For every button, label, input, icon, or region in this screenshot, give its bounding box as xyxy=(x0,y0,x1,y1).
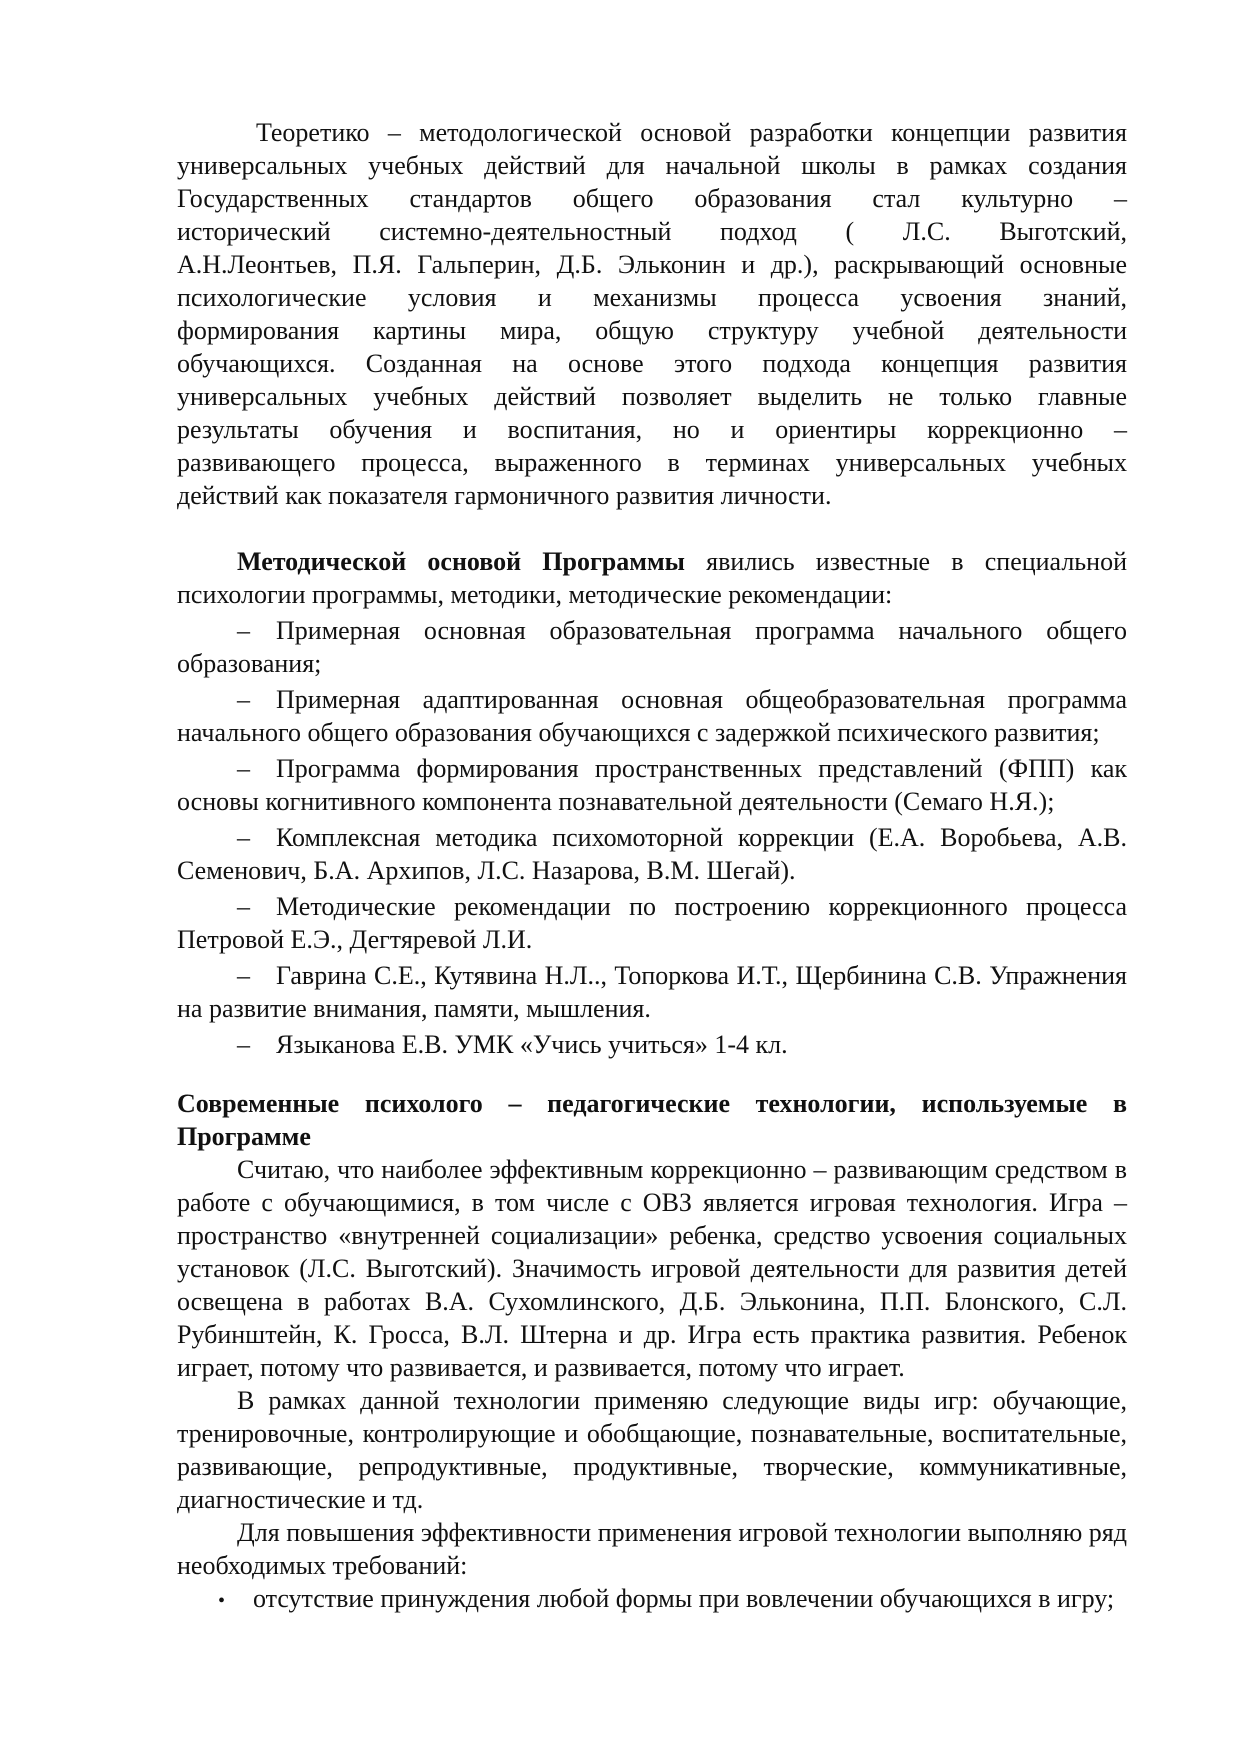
text-line: психологические условия и механизмы процесса усвоения знаний, xyxy=(177,283,1127,312)
text-line: В рамках данной технологии применяю следующие виды игр: обучающие, xyxy=(237,1386,1127,1415)
item-text: Примерная основная образовательная программа начального общего xyxy=(276,616,1127,645)
text-line xyxy=(177,545,1127,578)
item-text: Комплексная методика психомоторной коррекции (Е.А. Воробьева, А.В. xyxy=(276,823,1127,852)
item-text: начального общего образования обучающихся с задержкой психического развития; xyxy=(177,718,1100,747)
dash-marker: – xyxy=(237,823,250,852)
text-line: Рубинштейн, К. Гросса, В.Л. Штерна и др. Игра есть практика развития. Ребенок xyxy=(177,1320,1127,1349)
item-text: основы когнитивного компонента познавательной деятельности (Семаго Н.Я.); xyxy=(177,787,1055,816)
item-text: на развитие внимания, памяти, мышления. xyxy=(177,994,651,1023)
text-line: универсальных учебных действий позволяет выделить не только главные xyxy=(177,382,1127,411)
text-line: результаты обучения и воспитания, но и ориентиры коррекционно – xyxy=(177,415,1127,444)
dash-marker: – xyxy=(237,961,250,990)
text-line: А.Н.Леонтьев, П.Я. Гальперин, Д.Б. Эльконин и др.), раскрывающий основные xyxy=(177,250,1127,279)
text-line: развивающего процесса, выраженного в терминах универсальных учебных xyxy=(177,448,1127,477)
paragraph xyxy=(177,1384,1127,1516)
dash-marker: – xyxy=(237,754,250,783)
text-line: диагностические и тд. xyxy=(177,1485,424,1514)
dash-marker: – xyxy=(237,892,250,921)
text-line: установок (Л.С. Выготский). Значимость игровой деятельности для развития детей xyxy=(177,1254,1127,1283)
list-item xyxy=(177,1028,1127,1061)
item-text: Гаврина С.Е., Кутявина Н.Л.., Топоркова И.Т., Щербинина С.В. Упражнения xyxy=(276,961,1127,990)
text-line: обучающихся. Созданная на основе этого подхода концепция развития xyxy=(177,349,1127,378)
item-text: Программа формирования пространственных представлений (ФПП) как xyxy=(276,754,1127,783)
section-heading: Программе xyxy=(177,1122,311,1151)
text-line: развивающие, репродуктивные, продуктивные, творческие, коммуникативные, xyxy=(177,1452,1127,1481)
item-text: образования; xyxy=(177,649,322,678)
text-line: психологии программы, методики, методические рекомендации: xyxy=(177,580,893,609)
item-text: Семенович, Б.А. Архипов, Л.С. Назарова, В.М. Шегай). xyxy=(177,856,796,885)
section-heading: Современные психолого – педагогические технологии, используемые в xyxy=(177,1089,1127,1118)
dash-marker: – xyxy=(237,1030,250,1059)
text-line: работе с обучающимися, в том числе с ОВЗ является игровая технология. Игра – xyxy=(177,1188,1127,1217)
bullet-icon: • xyxy=(218,1590,226,1612)
lead-rest: явились известные в специальной xyxy=(684,547,1127,576)
text-line: тренировочные, контролирующие и обобщающие, познавательные, воспитательные, xyxy=(177,1419,1127,1448)
paragraph-theoretical-basis xyxy=(177,116,1127,512)
section-technologies xyxy=(177,1087,1127,1615)
text-line: Теоретико – методологической основой разработки концепции развития xyxy=(256,118,1127,147)
item-text: Примерная адаптированная основная общеобразовательная программа xyxy=(276,685,1127,714)
list-item xyxy=(177,959,1127,1025)
list-item xyxy=(177,683,1127,749)
paragraph xyxy=(177,1516,1127,1582)
text-line: освещена в работах В.А. Сухомлинского, Д.Б. Эльконина, П.П. Блонского, С.Л. xyxy=(177,1287,1127,1316)
list-item xyxy=(177,752,1127,818)
item-text: Методические рекомендации по построению коррекционного процесса xyxy=(276,892,1127,921)
text-line: играет, потому что развивается, и развивается, потому что играет. xyxy=(177,1353,905,1382)
text-line: Государственных стандартов общего образования стал культурно – xyxy=(177,184,1127,213)
bullet-item xyxy=(177,1582,1127,1615)
bold-lead: Методической основой Программы xyxy=(237,547,685,576)
bullet-text: отсутствие принуждения любой формы при вовлечении обучающихся в игру; xyxy=(253,1584,1115,1613)
dash-marker: – xyxy=(237,685,250,714)
text-line: формирования картины мира, общую структуру учебной деятельности xyxy=(177,316,1127,345)
text-line: Для повышения эффективности применения игровой технологии выполняю ряд xyxy=(237,1518,1127,1547)
item-text: Петровой Е.Э., Дегтяревой Л.И. xyxy=(177,925,533,954)
text-line: пространство «внутренней социализации» ребенка, средство усвоения социальных xyxy=(177,1221,1127,1250)
text-line: необходимых требований: xyxy=(177,1551,468,1580)
item-text: Языканова Е.В. УМК «Учись учиться» 1-4 кл. xyxy=(276,1030,788,1059)
list-item xyxy=(177,890,1127,956)
list-item xyxy=(177,821,1127,887)
paragraph xyxy=(177,1153,1127,1384)
text-line: исторический системно-деятельностный подход ( Л.С. Выготский, xyxy=(177,217,1127,246)
text-line: Считаю, что наиболее эффективным коррекционно – развивающим средством в xyxy=(237,1155,1127,1184)
list-item xyxy=(177,614,1127,680)
text-line: действий как показателя гармоничного развития личности. xyxy=(177,481,832,510)
text-line: универсальных учебных действий для начальной школы в рамках создания xyxy=(177,151,1127,180)
dash-marker: – xyxy=(237,616,250,645)
paragraph-methodical-basis xyxy=(177,545,1127,1061)
